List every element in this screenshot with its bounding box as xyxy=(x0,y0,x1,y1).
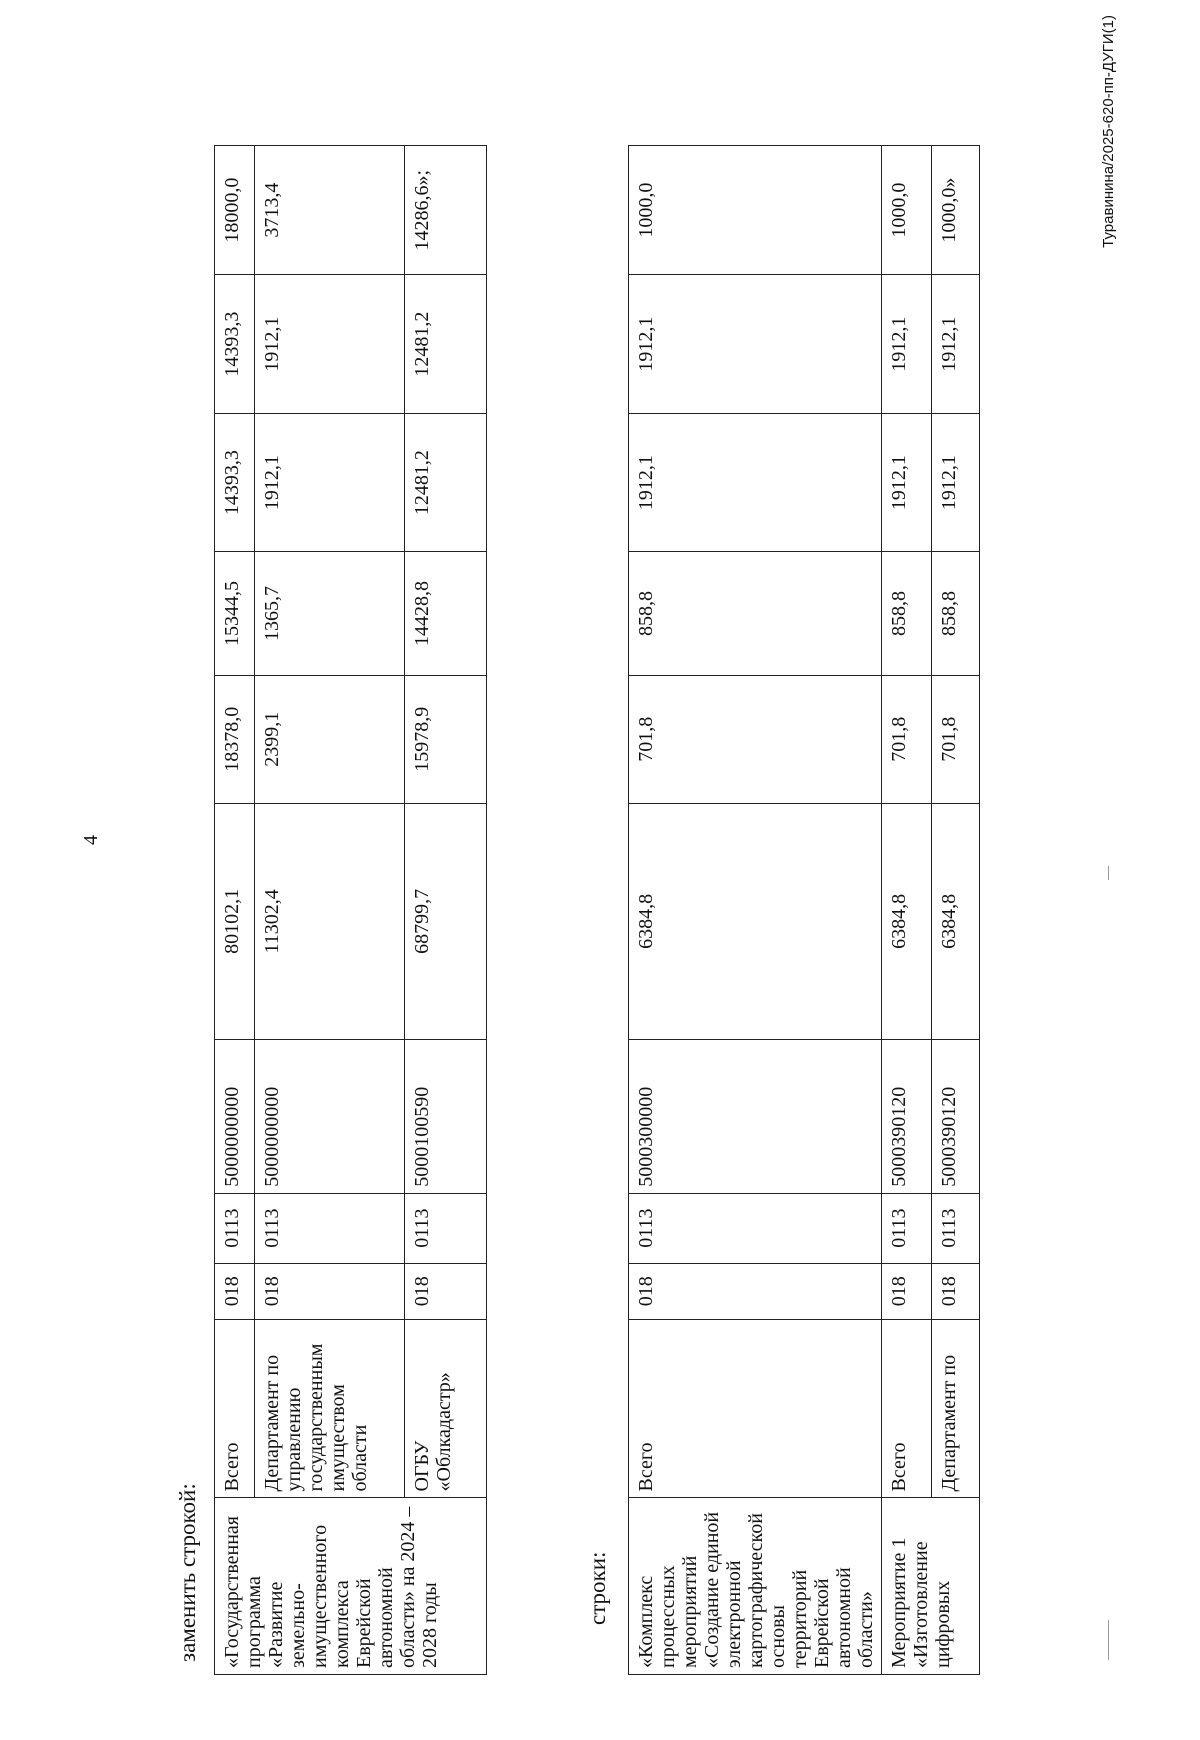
csr-cell: 5000300000 xyxy=(629,1039,882,1193)
table-row xyxy=(932,146,980,1675)
year-cell: 1912,1 xyxy=(255,275,405,414)
year-cell: 1912,1 xyxy=(629,275,882,414)
grbs-cell: 018 xyxy=(882,1263,932,1319)
grbs-cell: 018 xyxy=(932,1263,980,1319)
total-cell: 80102,1 xyxy=(215,803,255,1039)
rzpr-cell: 0113 xyxy=(405,1193,487,1263)
executor-cell: Всего xyxy=(215,1319,255,1498)
total-cell: 6384,8 xyxy=(629,803,882,1039)
rzpr-cell: 0113 xyxy=(932,1193,980,1263)
grbs-cell: 018 xyxy=(629,1263,882,1319)
year-cell: 14393,3 xyxy=(215,275,255,414)
year-cell: 15978,9 xyxy=(405,675,487,803)
grbs-cell: 018 xyxy=(405,1263,487,1319)
table-row xyxy=(882,146,932,1675)
year-cell: 18378,0 xyxy=(215,675,255,803)
year-cell: 1912,1 xyxy=(932,413,980,552)
page-number: 4 xyxy=(80,835,102,845)
table-row xyxy=(255,146,405,1675)
year-cell: 1000,0 xyxy=(629,146,882,275)
replace-with-row-label: заменить строкой: xyxy=(175,1483,200,1662)
year-cell: 2399,1 xyxy=(255,675,405,803)
table-row xyxy=(405,146,487,1675)
year-cell: 12481,2 xyxy=(405,275,487,414)
rows-label: строки: xyxy=(585,1551,610,1625)
rzpr-cell: 0113 xyxy=(255,1193,405,1263)
rzpr-cell: 0113 xyxy=(215,1193,255,1263)
executor-cell: ОГБУ «Облкадастр» xyxy=(405,1319,487,1498)
year-cell: 858,8 xyxy=(932,552,980,675)
year-cell: 15344,5 xyxy=(215,552,255,675)
total-cell: 11302,4 xyxy=(255,803,405,1039)
scan-artifact-line xyxy=(1108,1620,1109,1660)
year-cell: 858,8 xyxy=(629,552,882,675)
year-cell: 858,8 xyxy=(882,552,932,675)
year-cell: 3713,4 xyxy=(255,146,405,275)
year-cell: 1912,1 xyxy=(882,275,932,414)
total-cell: 6384,8 xyxy=(882,803,932,1039)
year-cell: 1365,7 xyxy=(255,552,405,675)
year-cell: 701,8 xyxy=(932,675,980,803)
year-cell: 14286,6»; xyxy=(405,146,487,275)
year-cell: 1912,1 xyxy=(255,413,405,552)
executor-cell: Всего xyxy=(882,1319,932,1498)
year-cell: 701,8 xyxy=(882,675,932,803)
csr-cell: 5000100590 xyxy=(405,1039,487,1193)
table-row xyxy=(215,146,255,1675)
executor-cell: Департамент по управлению государственным имуществом области xyxy=(255,1319,405,1498)
csr-cell: 5000390120 xyxy=(882,1039,932,1193)
table-row xyxy=(629,146,882,1675)
year-cell: 1912,1 xyxy=(932,275,980,414)
year-cell: 1912,1 xyxy=(882,413,932,552)
document-footer-id: Туравинина/2025-620-пп-ДУГИ(1) xyxy=(1100,15,1117,248)
rzpr-cell: 0113 xyxy=(629,1193,882,1263)
year-cell: 1912,1 xyxy=(629,413,882,552)
program-cell: Мероприятие 1 «Изготовление цифровых xyxy=(882,1498,980,1675)
rzpr-cell: 0113 xyxy=(882,1193,932,1263)
year-cell: 1000,0» xyxy=(932,146,980,275)
executor-cell: Департамент по xyxy=(932,1319,980,1498)
csr-cell: 5000000000 xyxy=(255,1039,405,1193)
scan-artifact-line xyxy=(1108,866,1109,880)
total-cell: 68799,7 xyxy=(405,803,487,1039)
program-cell: «Комплекс процессных мероприятий «Создание единой электронной картографической основы территорий Еврейской автономной области» xyxy=(629,1498,882,1675)
year-cell: 12481,2 xyxy=(405,413,487,552)
executor-cell: Всего xyxy=(629,1319,882,1498)
rows-table xyxy=(628,145,980,1675)
year-cell: 701,8 xyxy=(629,675,882,803)
csr-cell: 5000390120 xyxy=(932,1039,980,1193)
total-cell: 6384,8 xyxy=(932,803,980,1039)
grbs-cell: 018 xyxy=(215,1263,255,1319)
grbs-cell: 018 xyxy=(255,1263,405,1319)
csr-cell: 5000000000 xyxy=(215,1039,255,1193)
replacement-table xyxy=(214,145,487,1675)
year-cell: 1000,0 xyxy=(882,146,932,275)
year-cell: 14393,3 xyxy=(215,413,255,552)
year-cell: 14428,8 xyxy=(405,552,487,675)
year-cell: 18000,0 xyxy=(215,146,255,275)
program-cell: «Государственная программа «Развитие земельно-имущественного комплекса Еврейской автономной области» на 2024 – 2028 годы xyxy=(215,1498,487,1675)
